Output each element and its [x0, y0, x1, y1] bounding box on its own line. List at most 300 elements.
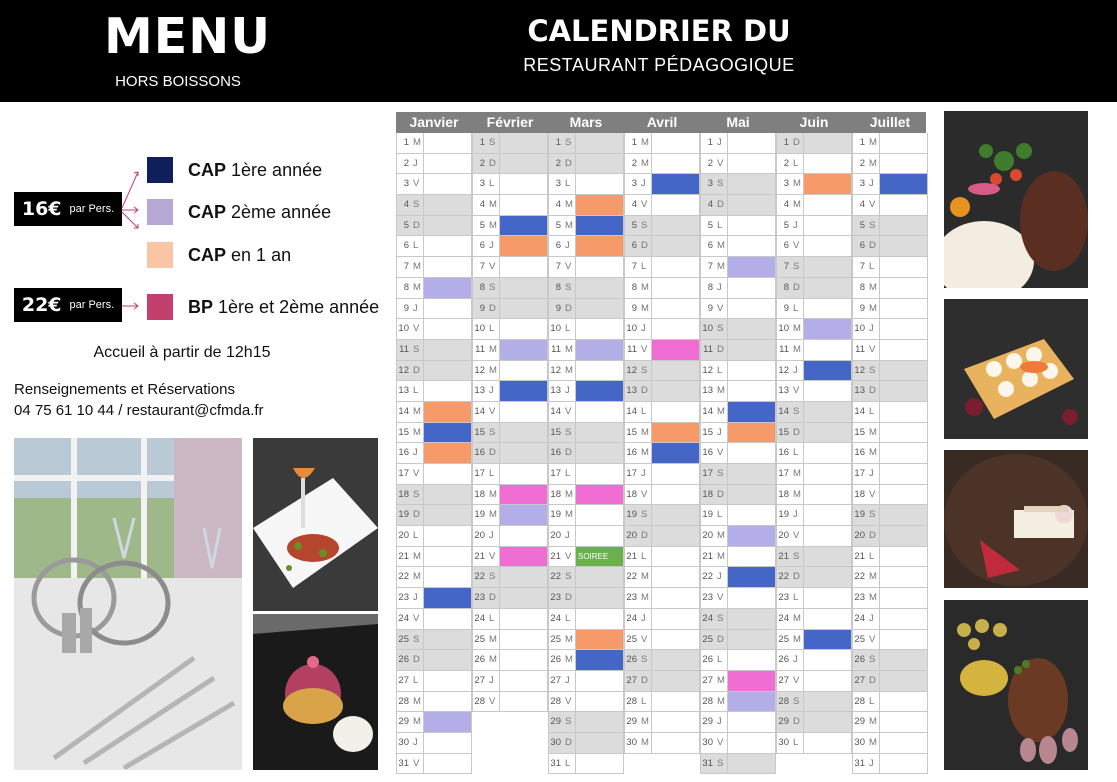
- day-cell[interactable]: [852, 236, 928, 257]
- day-cell[interactable]: [548, 340, 624, 361]
- day-cell[interactable]: [624, 567, 700, 588]
- day-cell[interactable]: [852, 588, 928, 609]
- day-cell[interactable]: [852, 485, 928, 506]
- day-slot: [803, 692, 851, 712]
- day-number: 23: [626, 592, 637, 604]
- day-number: 26: [702, 654, 713, 666]
- day-slot: [651, 154, 699, 174]
- legend-swatch: [147, 199, 173, 225]
- day-of-week: L: [869, 261, 875, 273]
- day-cell[interactable]: [700, 174, 776, 195]
- day-cell[interactable]: [472, 630, 548, 651]
- day-cell[interactable]: [548, 195, 624, 216]
- day-of-week: V: [793, 240, 800, 252]
- day-cell[interactable]: [852, 361, 928, 382]
- day-cell[interactable]: [548, 216, 624, 237]
- day-slot: [423, 195, 471, 215]
- day-cell[interactable]: [548, 381, 624, 402]
- day-cell[interactable]: [396, 402, 472, 423]
- day-cell[interactable]: [396, 692, 472, 713]
- day-cell[interactable]: [396, 464, 472, 485]
- day-cell[interactable]: [396, 361, 472, 382]
- day-cell[interactable]: [852, 216, 928, 237]
- day-cell[interactable]: [852, 174, 928, 195]
- day-cell[interactable]: [548, 443, 624, 464]
- day-cell[interactable]: [700, 443, 776, 464]
- day-slot: [727, 754, 775, 774]
- day-cell[interactable]: [624, 340, 700, 361]
- day-cell[interactable]: [396, 423, 472, 444]
- day-cell[interactable]: [396, 236, 472, 257]
- day-cell[interactable]: [776, 712, 852, 733]
- day-cell[interactable]: [472, 216, 548, 237]
- day-cell[interactable]: [472, 340, 548, 361]
- day-cell[interactable]: [776, 402, 852, 423]
- day-slot: [423, 216, 471, 236]
- day-number: 27: [854, 674, 865, 686]
- day-slot: [651, 485, 699, 505]
- day-cell[interactable]: [396, 671, 472, 692]
- day-number: 7: [631, 261, 637, 273]
- day-cell[interactable]: [852, 505, 928, 526]
- day-cell[interactable]: [624, 609, 700, 630]
- day-of-week: M: [717, 530, 725, 542]
- day-number: 18: [778, 488, 789, 500]
- day-number: 26: [398, 654, 409, 666]
- day-cell[interactable]: [396, 547, 472, 568]
- day-cell[interactable]: [624, 712, 700, 733]
- day-cell[interactable]: [548, 588, 624, 609]
- day-slot: [879, 547, 927, 567]
- day-cell[interactable]: [396, 588, 472, 609]
- day-number: 26: [626, 654, 637, 666]
- day-cell[interactable]: [776, 361, 852, 382]
- day-cell[interactable]: [548, 319, 624, 340]
- day-cell[interactable]: [700, 216, 776, 237]
- day-cell[interactable]: [852, 154, 928, 175]
- day-slot: [879, 443, 927, 463]
- day-cell[interactable]: [852, 547, 928, 568]
- day-slot: [879, 361, 927, 381]
- day-slot: [423, 733, 471, 753]
- event-slot: [803, 361, 851, 381]
- day-cell[interactable]: [548, 278, 624, 299]
- day-cell[interactable]: [700, 257, 776, 278]
- day-cell[interactable]: [396, 609, 472, 630]
- day-cell[interactable]: [624, 692, 700, 713]
- day-number: 10: [474, 323, 485, 335]
- day-cell[interactable]: [472, 236, 548, 257]
- day-cell[interactable]: [548, 650, 624, 671]
- day-slot: [727, 319, 775, 339]
- day-cell[interactable]: [700, 423, 776, 444]
- day-of-week: L: [793, 736, 799, 748]
- day-cell[interactable]: [396, 567, 472, 588]
- day-cell[interactable]: [700, 133, 776, 154]
- day-cell[interactable]: [548, 464, 624, 485]
- day-cell[interactable]: [700, 692, 776, 713]
- day-cell[interactable]: [624, 733, 700, 754]
- day-slot: [423, 464, 471, 484]
- day-cell[interactable]: [396, 216, 472, 237]
- day-cell[interactable]: [776, 299, 852, 320]
- day-cell[interactable]: [472, 174, 548, 195]
- day-cell[interactable]: [472, 485, 548, 506]
- day-cell[interactable]: [472, 650, 548, 671]
- day-of-week: J: [413, 447, 418, 459]
- day-slot: [727, 216, 775, 236]
- day-cell[interactable]: [776, 236, 852, 257]
- day-cell[interactable]: [700, 547, 776, 568]
- day-cell[interactable]: [700, 154, 776, 175]
- day-slot: [575, 299, 623, 319]
- day-cell[interactable]: [776, 133, 852, 154]
- day-cell[interactable]: [776, 650, 852, 671]
- day-cell[interactable]: [776, 464, 852, 485]
- day-cell[interactable]: [472, 299, 548, 320]
- day-cell[interactable]: [472, 505, 548, 526]
- day-slot: [423, 340, 471, 360]
- day-cell[interactable]: [472, 547, 548, 568]
- day-cell[interactable]: [396, 733, 472, 754]
- day-number: 23: [854, 592, 865, 604]
- day-cell[interactable]: [700, 402, 776, 423]
- day-of-week: V: [717, 736, 724, 748]
- day-cell[interactable]: [776, 278, 852, 299]
- day-of-week: S: [793, 261, 800, 273]
- day-number: 18: [702, 488, 713, 500]
- day-cell[interactable]: [548, 547, 624, 568]
- legend-cap-2: [147, 199, 331, 225]
- day-cell[interactable]: [472, 671, 548, 692]
- day-slot: [879, 154, 927, 174]
- day-cell[interactable]: [624, 174, 700, 195]
- day-cell[interactable]: [624, 526, 700, 547]
- day-cell[interactable]: [548, 754, 624, 775]
- day-cell[interactable]: [548, 361, 624, 382]
- day-slot: [499, 195, 547, 215]
- day-cell[interactable]: [700, 671, 776, 692]
- day-of-week: V: [717, 157, 724, 169]
- day-cell[interactable]: [624, 485, 700, 506]
- day-cell[interactable]: [396, 526, 472, 547]
- day-cell[interactable]: [852, 299, 928, 320]
- day-cell[interactable]: [472, 464, 548, 485]
- day-cell[interactable]: [624, 630, 700, 651]
- day-cell[interactable]: [776, 609, 852, 630]
- day-cell[interactable]: [700, 340, 776, 361]
- day-cell[interactable]: [776, 340, 852, 361]
- day-slot: [575, 423, 623, 443]
- day-cell[interactable]: [624, 423, 700, 444]
- day-cell[interactable]: [624, 133, 700, 154]
- day-cell[interactable]: [700, 361, 776, 382]
- day-cell[interactable]: [776, 381, 852, 402]
- day-cell[interactable]: [852, 423, 928, 444]
- day-slot: [499, 650, 547, 670]
- day-cell[interactable]: [852, 526, 928, 547]
- day-cell[interactable]: [776, 588, 852, 609]
- day-cell[interactable]: [472, 609, 548, 630]
- day-cell[interactable]: [472, 423, 548, 444]
- day-of-week: M: [641, 592, 649, 604]
- day-cell[interactable]: [472, 443, 548, 464]
- day-number: 10: [778, 323, 789, 335]
- day-cell[interactable]: [472, 154, 548, 175]
- day-of-week: M: [793, 199, 801, 211]
- day-of-week: S: [489, 426, 496, 438]
- day-of-week: L: [717, 654, 723, 666]
- day-cell[interactable]: [396, 340, 472, 361]
- day-cell[interactable]: [700, 712, 776, 733]
- day-number: 8: [555, 281, 561, 293]
- day-of-week: V: [565, 695, 572, 707]
- day-cell[interactable]: [548, 174, 624, 195]
- day-cell[interactable]: [472, 133, 548, 154]
- day-cell[interactable]: [852, 195, 928, 216]
- day-number: 21: [854, 550, 865, 562]
- day-of-week: M: [489, 488, 497, 500]
- day-cell[interactable]: [396, 299, 472, 320]
- day-cell[interactable]: [700, 485, 776, 506]
- day-cell[interactable]: [472, 381, 548, 402]
- day-cell[interactable]: [700, 278, 776, 299]
- day-cell[interactable]: [700, 588, 776, 609]
- day-number: 25: [398, 633, 409, 645]
- day-cell[interactable]: [624, 547, 700, 568]
- day-slot: [651, 712, 699, 732]
- day-slot: [575, 609, 623, 629]
- day-number: 11: [551, 343, 561, 355]
- day-cell[interactable]: [700, 754, 776, 775]
- day-cell[interactable]: [776, 174, 852, 195]
- calendar-subtitle: RESTAURANT PÉDAGOGIQUE: [523, 55, 795, 75]
- day-cell[interactable]: [548, 133, 624, 154]
- day-cell[interactable]: [548, 423, 624, 444]
- day-cell[interactable]: [548, 671, 624, 692]
- day-cell[interactable]: [548, 485, 624, 506]
- day-cell[interactable]: [852, 712, 928, 733]
- day-of-week: S: [413, 343, 420, 355]
- day-slot: [575, 278, 623, 298]
- day-cell[interactable]: [396, 443, 472, 464]
- day-cell[interactable]: [776, 319, 852, 340]
- day-cell[interactable]: [472, 278, 548, 299]
- day-cell[interactable]: [396, 133, 472, 154]
- day-cell[interactable]: [852, 340, 928, 361]
- day-cell[interactable]: [776, 547, 852, 568]
- day-cell[interactable]: [700, 236, 776, 257]
- day-number: 24: [702, 612, 713, 624]
- day-cell[interactable]: [396, 257, 472, 278]
- day-cell[interactable]: [624, 278, 700, 299]
- event-slot: [575, 630, 623, 650]
- day-cell[interactable]: [852, 630, 928, 651]
- day-cell[interactable]: [472, 195, 548, 216]
- price-unit: par Pers.: [69, 299, 115, 311]
- day-slot: [727, 464, 775, 484]
- day-cell[interactable]: [852, 464, 928, 485]
- day-cell[interactable]: [700, 299, 776, 320]
- day-cell[interactable]: [624, 319, 700, 340]
- day-cell[interactable]: [776, 630, 852, 651]
- day-cell[interactable]: [776, 567, 852, 588]
- day-cell[interactable]: [852, 671, 928, 692]
- day-cell[interactable]: [548, 630, 624, 651]
- day-cell[interactable]: [624, 464, 700, 485]
- day-cell[interactable]: [700, 526, 776, 547]
- day-number: 22: [778, 571, 789, 583]
- day-cell[interactable]: [776, 195, 852, 216]
- day-slot: [423, 630, 471, 650]
- day-number: 12: [778, 364, 789, 376]
- day-cell[interactable]: [548, 712, 624, 733]
- day-slot: [575, 567, 623, 587]
- day-cell[interactable]: [700, 381, 776, 402]
- day-cell[interactable]: [396, 650, 472, 671]
- day-cell[interactable]: [776, 526, 852, 547]
- day-cell[interactable]: [396, 154, 472, 175]
- day-cell[interactable]: [852, 319, 928, 340]
- day-of-week: D: [641, 385, 648, 397]
- day-cell[interactable]: [472, 526, 548, 547]
- day-cell[interactable]: [776, 733, 852, 754]
- legend-swatch: [147, 242, 173, 268]
- month-column: [700, 133, 776, 774]
- day-cell[interactable]: [624, 299, 700, 320]
- day-slot: [651, 381, 699, 401]
- day-cell[interactable]: [624, 154, 700, 175]
- day-cell[interactable]: [776, 423, 852, 444]
- day-cell[interactable]: [396, 630, 472, 651]
- day-cell[interactable]: [472, 588, 548, 609]
- day-cell[interactable]: [472, 402, 548, 423]
- day-cell[interactable]: [396, 754, 472, 775]
- day-of-week: D: [413, 509, 420, 521]
- day-slot: [879, 257, 927, 277]
- day-number: 24: [474, 612, 485, 624]
- day-cell[interactable]: [624, 361, 700, 382]
- day-cell[interactable]: [776, 505, 852, 526]
- day-cell[interactable]: [548, 154, 624, 175]
- day-cell[interactable]: [396, 319, 472, 340]
- day-cell[interactable]: [700, 567, 776, 588]
- day-cell[interactable]: [624, 671, 700, 692]
- day-cell[interactable]: [548, 526, 624, 547]
- month-column: [548, 133, 624, 774]
- day-cell[interactable]: [700, 650, 776, 671]
- day-cell[interactable]: [396, 195, 472, 216]
- day-cell[interactable]: [700, 319, 776, 340]
- day-cell[interactable]: [624, 443, 700, 464]
- day-cell[interactable]: [776, 443, 852, 464]
- day-cell[interactable]: [852, 381, 928, 402]
- day-cell[interactable]: [396, 712, 472, 733]
- day-cell[interactable]: [624, 236, 700, 257]
- day-cell[interactable]: [472, 567, 548, 588]
- day-cell[interactable]: [776, 154, 852, 175]
- day-cell[interactable]: [396, 174, 472, 195]
- day-slot: [879, 464, 927, 484]
- day-cell[interactable]: [624, 216, 700, 237]
- day-cell[interactable]: [700, 609, 776, 630]
- day-cell[interactable]: [548, 733, 624, 754]
- day-cell[interactable]: [624, 588, 700, 609]
- day-cell[interactable]: [776, 216, 852, 237]
- day-cell[interactable]: [852, 567, 928, 588]
- day-cell[interactable]: [472, 257, 548, 278]
- day-cell[interactable]: [776, 671, 852, 692]
- day-cell[interactable]: [548, 567, 624, 588]
- day-cell[interactable]: [700, 464, 776, 485]
- day-cell[interactable]: [396, 278, 472, 299]
- day-of-week: S: [565, 716, 572, 728]
- day-cell[interactable]: [700, 505, 776, 526]
- day-cell[interactable]: [776, 485, 852, 506]
- day-cell[interactable]: [548, 257, 624, 278]
- day-cell[interactable]: [548, 402, 624, 423]
- day-of-week: M: [565, 509, 573, 521]
- day-number: 8: [403, 281, 409, 293]
- day-cell[interactable]: [776, 692, 852, 713]
- day-number: 4: [403, 199, 409, 211]
- day-cell[interactable]: [548, 692, 624, 713]
- day-number: 30: [626, 736, 637, 748]
- day-number: 14: [702, 405, 713, 417]
- day-cell[interactable]: [776, 257, 852, 278]
- photo-fish-dish: [944, 450, 1088, 588]
- event-slot: [879, 174, 927, 194]
- day-cell[interactable]: [624, 505, 700, 526]
- day-cell[interactable]: [624, 195, 700, 216]
- day-cell[interactable]: [472, 692, 548, 713]
- day-of-week: M: [717, 261, 725, 273]
- day-number: 4: [783, 199, 789, 211]
- day-cell[interactable]: [852, 650, 928, 671]
- day-cell[interactable]: [396, 485, 472, 506]
- day-cell[interactable]: [852, 257, 928, 278]
- day-cell[interactable]: [852, 754, 928, 775]
- day-cell[interactable]: [624, 650, 700, 671]
- day-cell[interactable]: [548, 299, 624, 320]
- day-cell[interactable]: [852, 443, 928, 464]
- day-cell[interactable]: [396, 381, 472, 402]
- day-of-week: L: [793, 592, 799, 604]
- day-number: 9: [403, 302, 409, 314]
- day-cell[interactable]: [624, 402, 700, 423]
- day-cell[interactable]: [852, 278, 928, 299]
- day-of-week: L: [641, 405, 647, 417]
- day-cell[interactable]: [472, 319, 548, 340]
- day-cell[interactable]: [700, 195, 776, 216]
- day-number: 20: [778, 530, 789, 542]
- day-cell[interactable]: [700, 733, 776, 754]
- day-cell[interactable]: [852, 733, 928, 754]
- day-cell[interactable]: [396, 505, 472, 526]
- day-cell[interactable]: [624, 381, 700, 402]
- day-cell[interactable]: [548, 609, 624, 630]
- day-cell[interactable]: [624, 257, 700, 278]
- day-cell[interactable]: [548, 505, 624, 526]
- day-cell[interactable]: [548, 236, 624, 257]
- day-cell[interactable]: [472, 361, 548, 382]
- day-cell[interactable]: [852, 402, 928, 423]
- day-number: 14: [474, 405, 485, 417]
- day-cell[interactable]: [852, 609, 928, 630]
- day-cell[interactable]: [700, 630, 776, 651]
- day-cell[interactable]: [852, 692, 928, 713]
- day-cell[interactable]: [852, 133, 928, 154]
